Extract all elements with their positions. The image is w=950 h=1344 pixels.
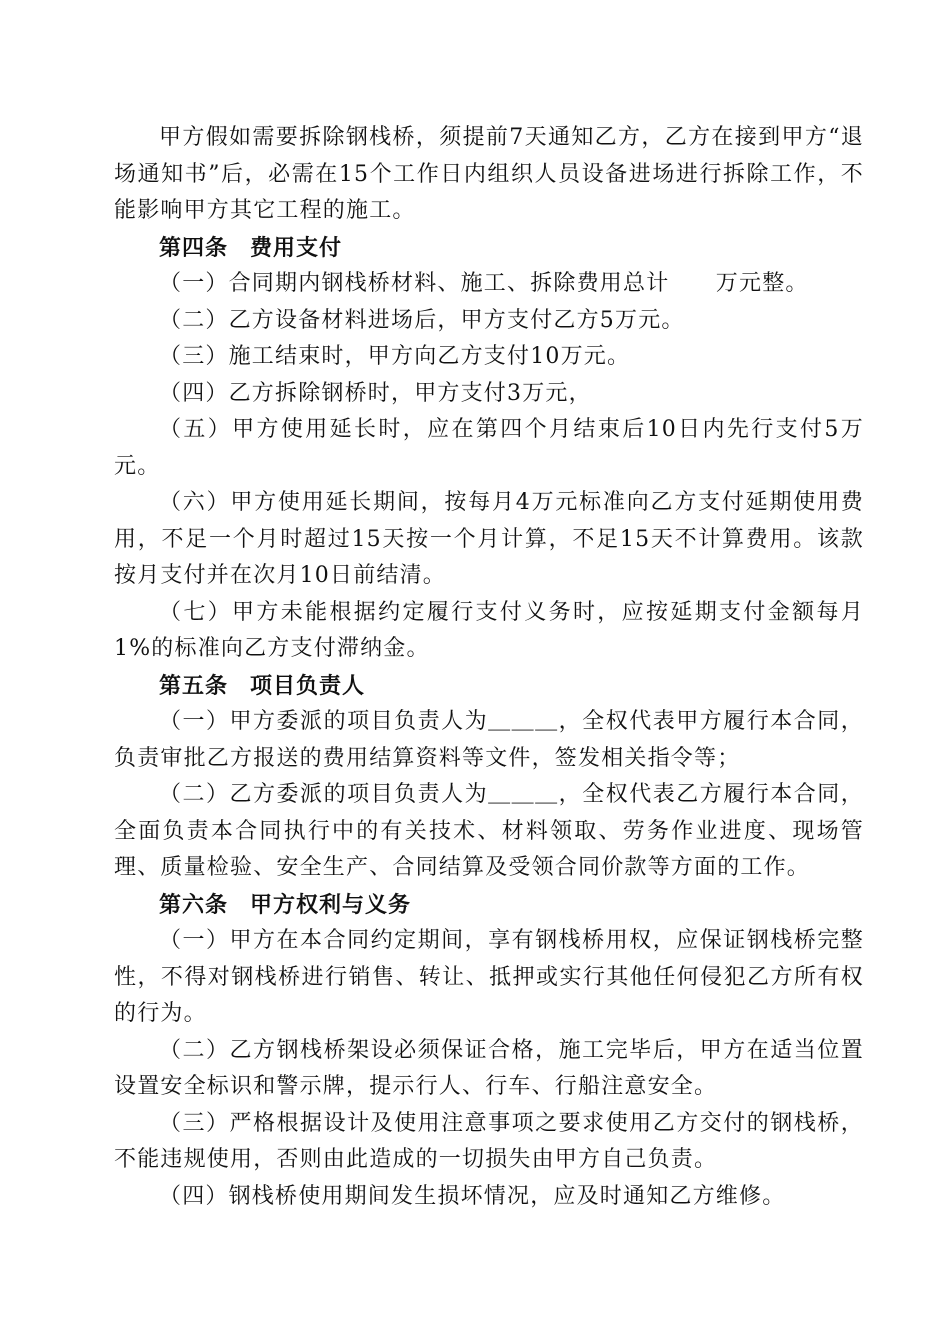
paragraph-removal-notice: 甲方假如需要拆除钢栈桥，须提前7天通知乙方，乙方在接到甲方“退场通知书”后，必需在15个工作日内组织人员设备进场进行拆除工作，不能影响甲方其它工程的施工。 — [114, 125, 864, 223]
clause-4-6: （六）甲方使用延长期间，按每月4万元标准向乙方支付延期使用费用，不足一个月时超过15天按一个月计算，不足15天不计算费用。该款按月支付并在次月10日前结清。 — [114, 490, 864, 588]
clause-4-5: （五）甲方使用延长时，应在第四个月结束后10日内先行支付5万元。 — [114, 417, 864, 479]
article-number: 第六条 — [159, 891, 229, 918]
article-title: 项目负责人 — [250, 672, 366, 699]
document-page — [114, 120, 864, 1215]
clause-4-3: （三）施工结束时，甲方向乙方支付10万元。 — [159, 344, 631, 369]
clause-5-1: （一）甲方委派的项目负责人为＿＿＿，全权代表甲方履行本合同，负责审批乙方报送的费用结算资料等文件，签发相关指令等； — [114, 709, 864, 771]
clause-4-4: （四）乙方拆除钢桥时，甲方支付3万元， — [159, 380, 592, 406]
clause-4-7: （七）甲方未能根据约定履行支付义务时，应按延期支付金额每月1%的标准向乙方支付滞纳金。 — [114, 599, 864, 661]
clause-6-1: （一）甲方在本合同约定期间，享有钢栈桥用权，应保证钢栈桥完整性，不得对钢栈桥进行销售、转让、抵押或实行其他任何侵犯乙方所有权的行为。 — [114, 928, 864, 1026]
article-six-heading — [114, 887, 864, 924]
clause-6-2: （二）乙方钢栈桥架设必须保证合格，施工完毕后，甲方在适当位置设置安全标识和警示牌，提示行人、行车、行船注意安全。 — [114, 1037, 864, 1099]
clause-4-2: （二）乙方设备材料进场后，甲方支付乙方5万元。 — [159, 307, 685, 333]
article-five-heading — [114, 668, 864, 705]
article-number: 第五条 — [159, 672, 229, 699]
article-number: 第四条 — [159, 234, 229, 261]
clause-6-4: （四）钢栈桥使用期间发生损坏情况，应及时通知乙方维修。 — [159, 1183, 786, 1209]
article-title: 甲方权利与义务 — [250, 891, 412, 918]
clause-6-3: （三）严格根据设计及使用注意事项之要求使用乙方交付的钢栈桥，不能违规使用，否则由此造成的一切损失由甲方自己负责。 — [114, 1110, 864, 1172]
clause-5-2: （二）乙方委派的项目负责人为＿＿＿，全权代表乙方履行本合同，全面负责本合同执行中的有关技术、材料领取、劳务作业进度、现场管理、质量检验、安全生产、合同结算及受领合同价款等方面的工作。 — [114, 782, 864, 880]
article-four-heading — [114, 230, 864, 267]
article-title: 费用支付 — [250, 234, 343, 261]
clause-4-1: （一）合同期内钢栈桥材料、施工、拆除费用总计 万元整。 — [159, 271, 809, 296]
